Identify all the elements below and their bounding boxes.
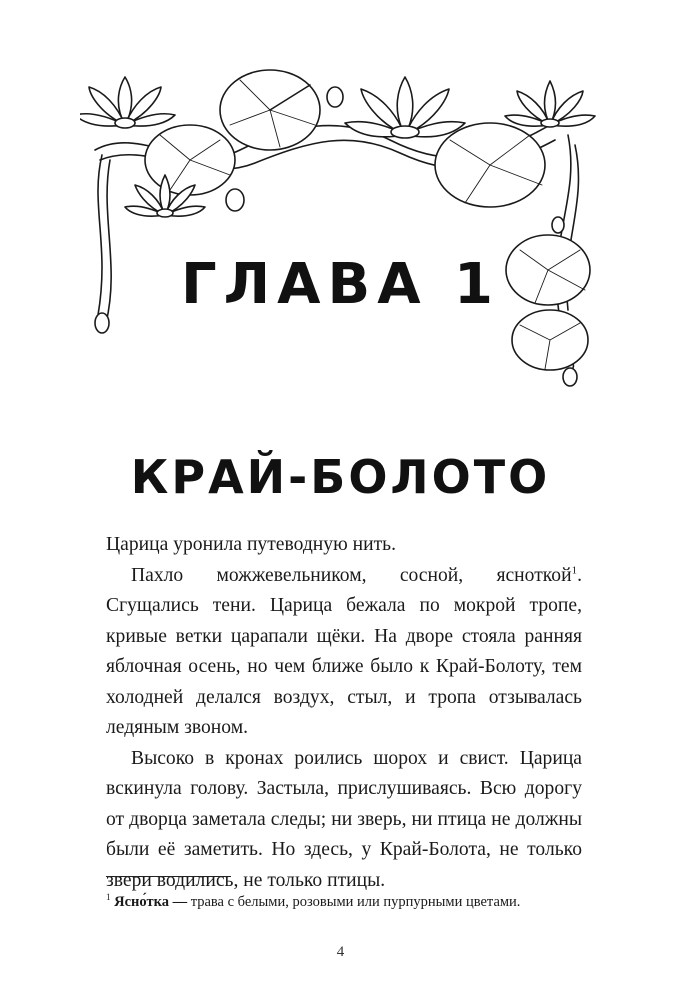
- paragraph-2-rest: . Сгущались тени. Царица бежала по мокрой тропе, кривые ветки царапали щёки. На дворе стояла ранняя яблочная осень, но чем ближе было к Край-Болоту, тем холодней делался воздух, стыл, и тропа отзывалась ледяным звоном.: [106, 564, 582, 738]
- lily-pad: [145, 125, 235, 195]
- paragraph-2-start: Пахло можжевельником, сосной, ясноткой: [131, 564, 572, 586]
- chapter-heading: ГЛАВА 1: [180, 252, 501, 317]
- page-number: 4: [336, 944, 345, 960]
- lily-bud: [563, 368, 577, 386]
- footnote-divider: [106, 876, 231, 877]
- lily-pad: [512, 310, 588, 370]
- footnote-marker: 1: [106, 892, 111, 902]
- lotus-flower: [345, 77, 465, 138]
- footnote-ref[interactable]: 1: [571, 563, 578, 576]
- paragraph-1: Царица уронила путеводную нить.: [106, 534, 396, 555]
- lily-bud: [226, 189, 244, 211]
- footnote: [106, 887, 586, 912]
- lotus-flower: [505, 81, 595, 127]
- water-lily-ornament: [80, 55, 610, 400]
- footnote-term: Ясно́тка —: [114, 893, 188, 910]
- lily-bud: [552, 217, 564, 233]
- lotus-flower: [80, 77, 175, 128]
- paragraph-2: [106, 561, 582, 744]
- footnote-text: трава с белыми, розовыми или пурпурными цветами.: [187, 893, 521, 910]
- chapter-title: КРАЙ-БОЛОТО: [130, 450, 551, 504]
- lily-bud: [327, 87, 343, 107]
- body-text: [106, 530, 582, 896]
- lily-pad: [220, 70, 320, 150]
- paragraph-3: Высоко в кронах роились шорох и свист. Царица вскинула голову. Застыла, прислушиваясь. Всю дорогу от дворца заметала следы; ни зверь, ни птица не должны были её заметить. Но здесь, у Край-Болота, не только звери водились, не только птицы.: [106, 747, 582, 891]
- lily-pad: [435, 123, 545, 207]
